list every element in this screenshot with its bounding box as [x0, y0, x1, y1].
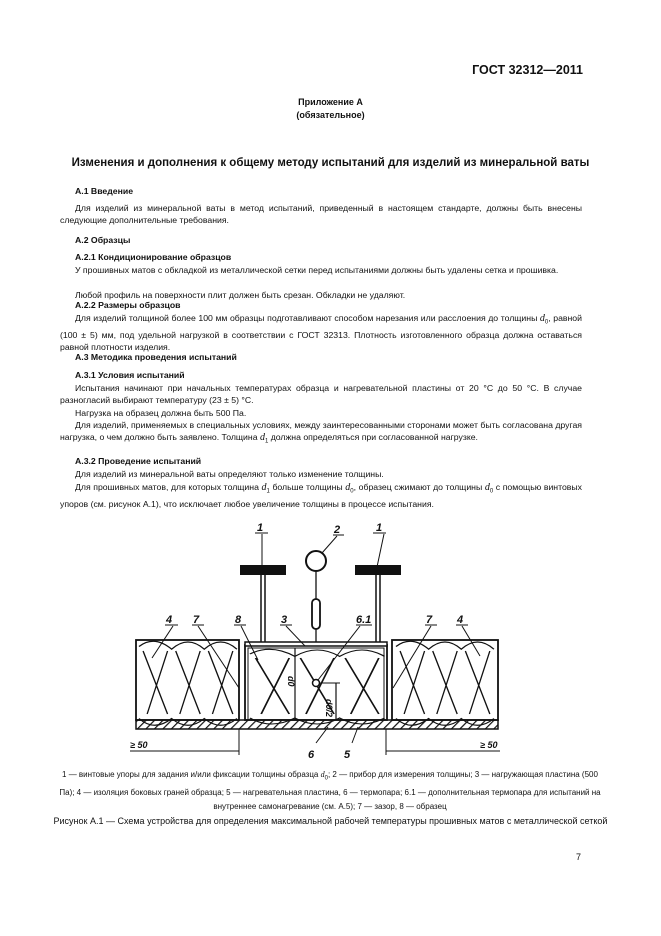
label-1-left: 1	[257, 522, 264, 534]
paragraph-a31-1: Испытания начинают при начальных температурах образца и нагревательной пластины от 20 °С до 50 °С. В случае разногласий выбирают температуру (23 ± 5) °С.	[60, 383, 582, 406]
paragraph-a21-2: Любой профиль на поверхности плит должен быть срезан. Обкладки не удаляют.	[75, 290, 406, 300]
paragraph-a31-2: Нагрузка на образец должна быть 500 Па.	[75, 408, 247, 418]
paragraph-a31-3: Для изделий, применяемых в специальных условиях, между заинтересованными сторонами может быть согласована другая нагрузка, о чем должно быть заявлено. Толщина $d_1$ должна определяться при согласованной нагрузке.	[60, 420, 582, 446]
page-number: 7	[576, 852, 582, 862]
paragraph-a22: Для изделий толщиной более 100 мм образцы подготавливают способом нарезания или расслоения до толщины $d_0$, равной (100 ± 5) мм, под удельной нагрузкой в соответствии с ГОСТ 32313. Плотность изготовленного образца должна оставаться равной плотности изделия.	[60, 313, 582, 353]
paragraph-a32-1: Для изделий из минеральной ваты определяют только изменение толщины.	[75, 469, 384, 479]
d0-label: d0	[286, 676, 296, 687]
heading-a22: А.2.2 Размеры образцов	[75, 300, 181, 310]
label-3: 3	[281, 614, 288, 626]
label-6: 6	[308, 749, 315, 761]
label-4-right: 4	[457, 614, 464, 626]
annex-title: Приложение А	[298, 97, 363, 107]
gap-right-label: ≥ 50	[480, 740, 498, 750]
annex-status: (обязательное)	[296, 110, 365, 120]
figure-title: Рисунок А.1 — Схема устройства для определения максимальной рабочей температуры прошивных матов с металлической сеткой	[53, 816, 608, 826]
label-1-right: 1	[376, 522, 383, 534]
label-4-left: 4	[166, 614, 173, 626]
label-2: 2	[334, 524, 341, 536]
paragraph-a21-1: У прошивных матов с обкладкой из металлической сетки перед испытаниями должны быть удалены сетка и прошивка.	[75, 265, 559, 275]
label-7-right: 7	[426, 614, 433, 626]
heading-a2: А.2 Образцы	[75, 235, 131, 245]
heading-a3: А.3 Методика проведения испытаний	[75, 352, 237, 362]
heading-a21: А.2.1 Кондиционирование образцов	[75, 252, 232, 262]
heading-a32: А.3.2 Проведение испытаний	[75, 456, 202, 466]
main-title: Изменения и дополнения к общему методу испытаний для изделий из минеральной ваты	[71, 157, 590, 169]
heading-a31: А.3.1 Условия испытаний	[75, 370, 185, 380]
paragraph-a32-2: Для прошивных матов, для которых толщина $d_1$ больше толщины $d_0$, образец сжимают до толщины $d_0$ с помощью винтовых упоров (см. рисунок А.1), что исключает любое увеличение толщины в процессе испытания.	[60, 482, 583, 510]
label-8: 8	[235, 614, 242, 626]
heading-a1: А.1 Введение	[75, 186, 134, 196]
label-6-1: 6.1	[356, 614, 372, 626]
d0-half-label: d0/2	[324, 699, 334, 718]
document-id: ГОСТ 32312—2011	[472, 63, 583, 77]
paragraph-a1: Для изделий из минеральной ваты в метод испытаний, приведенный в настоящем стандарте, должны быть внесены следующие дополнительные требования.	[60, 203, 582, 226]
gap-left-label: ≥ 50	[130, 740, 148, 750]
label-5: 5	[344, 749, 351, 761]
figure-legend: 1 — винтовые упоры для задания и/или фиксации толщины образца $d_0$; 2 — прибор для измерения толщины; 3 — нагружающая пластина (500 Па); 4 — изоляция боковых граней образца; 5 — нагревательная пластина, 6 — термопара; 6.1 — дополнительная термопара для испытаний на внутреннее самонагревание (см. А.5); 7 — зазор, 8 — образец	[59, 770, 601, 811]
label-7-left: 7	[193, 614, 200, 626]
